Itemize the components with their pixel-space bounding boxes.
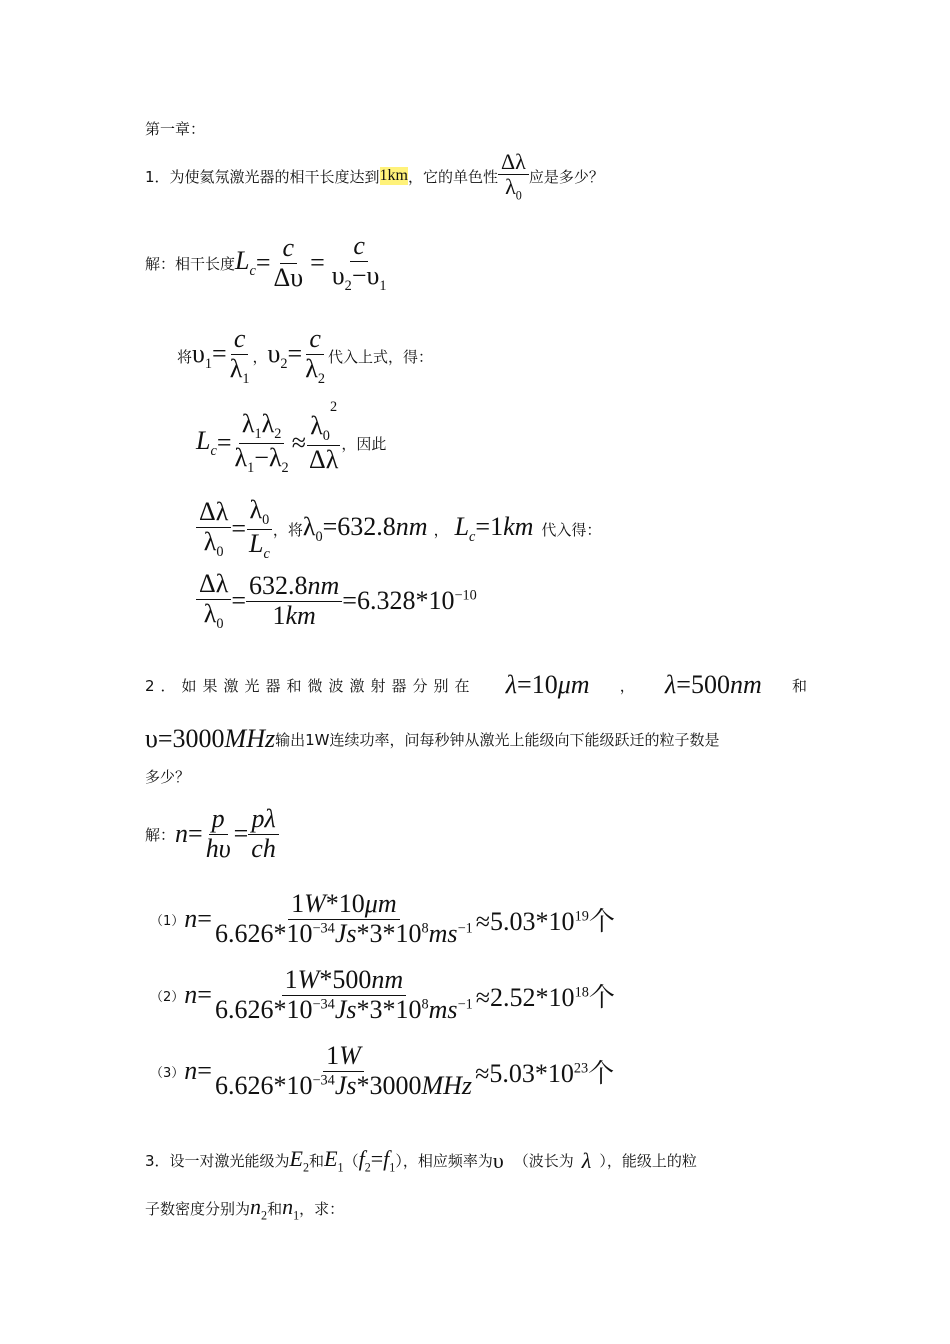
sol2-eq2: = xyxy=(233,819,249,849)
sol1-approx xyxy=(196,398,387,477)
i1d: μm xyxy=(364,889,397,918)
sep: ， xyxy=(433,520,449,539)
i1i: 8 xyxy=(421,919,429,936)
approx-eq: = xyxy=(216,428,232,458)
i1f: −34 xyxy=(312,919,335,936)
res-l0-sub: 0 xyxy=(216,615,224,632)
q2-nu-sym: υ xyxy=(145,724,158,753)
item3-frac xyxy=(212,1042,475,1100)
sol2-hnu: hυ xyxy=(205,833,231,863)
i2j: ms xyxy=(428,994,458,1024)
item3-result xyxy=(475,1053,614,1090)
l1b: λ xyxy=(234,442,248,472)
l1: λ xyxy=(241,409,255,438)
res-frac1-den xyxy=(201,600,227,633)
ratio-frac1-den xyxy=(201,528,227,561)
i3f: −34 xyxy=(312,1071,335,1088)
q3-E1-sym: E xyxy=(324,1146,338,1171)
i1l: ≈5.03*10 xyxy=(475,906,575,936)
l1b-sub: 1 xyxy=(247,460,255,477)
i3b: W xyxy=(339,1041,361,1070)
item3-eq: = xyxy=(197,1056,212,1086)
res-frac1-num: Δλ xyxy=(196,570,231,600)
v-nm: nm xyxy=(395,512,428,542)
approx-frac2 xyxy=(306,398,341,475)
i3l: ≈5.03*10 xyxy=(475,1058,574,1088)
q3-line2: 子数密度分别为 xyxy=(145,1200,251,1219)
sol2-frac1 xyxy=(203,805,234,863)
i2g: Js xyxy=(334,994,357,1024)
l0-sub: 0 xyxy=(322,428,330,445)
i3a: 1 xyxy=(326,1041,340,1070)
item3-label: （3） xyxy=(150,1065,185,1081)
Lc-value xyxy=(455,512,534,546)
ratio-eq: = xyxy=(231,514,246,544)
approx-frac1 xyxy=(232,410,292,477)
l0-sq: 2 xyxy=(329,398,338,415)
sub-prefix: 将 xyxy=(177,347,193,366)
sol2-item-3 xyxy=(150,1042,614,1100)
i2h: *3*10 xyxy=(356,994,422,1024)
q2-l1: λ xyxy=(505,670,518,699)
nu1-sub: 1 xyxy=(379,277,387,294)
res-exp: −10 xyxy=(454,587,477,604)
res-frac2-den xyxy=(269,602,318,631)
r2-l0: λ xyxy=(249,495,263,524)
nu2-sym: υ xyxy=(267,339,281,369)
ratio-frac1 xyxy=(196,498,231,561)
v-L-sub: c xyxy=(469,529,476,546)
sol2-n: n xyxy=(175,819,189,849)
q1-fraction xyxy=(498,150,529,203)
sol1-eq1: = xyxy=(255,248,271,278)
r2-L-sub: c xyxy=(263,546,270,563)
l0: λ xyxy=(310,411,323,441)
nu2-sym-sub: 2 xyxy=(280,356,288,373)
q1-frac-num: Δλ xyxy=(498,150,529,175)
q2-nm: nm xyxy=(729,670,762,699)
approx-frac2-num xyxy=(307,398,340,446)
q3-n2-sym: n xyxy=(250,1194,262,1219)
therefore: ，因此 xyxy=(341,434,387,453)
nu1-expr xyxy=(192,339,227,373)
approx-Lc xyxy=(196,426,217,460)
question-2-line1 xyxy=(145,670,807,700)
i1h: *3*10 xyxy=(356,918,422,948)
r2-l0-sub: 0 xyxy=(262,512,270,529)
res-frac2 xyxy=(246,572,342,630)
q2-prefix: 2．如果激光器和微波激射器分别在 xyxy=(145,676,476,695)
sol2-p: p xyxy=(209,805,228,835)
v-L: L xyxy=(454,512,470,542)
minus: − xyxy=(351,260,367,290)
item1-eq: = xyxy=(197,904,212,934)
item2-num xyxy=(282,966,406,996)
sol2-ch: ch xyxy=(251,833,276,863)
res-value xyxy=(342,586,477,616)
q2-mhz: MHz xyxy=(224,724,276,753)
item1-den xyxy=(212,920,476,949)
nu2-frac-num: c xyxy=(306,325,324,355)
res-frac1 xyxy=(196,570,231,633)
approx-frac1-den xyxy=(232,444,292,477)
item2-frac xyxy=(212,966,476,1024)
sub-comma: ， xyxy=(252,347,268,366)
item1-frac xyxy=(212,890,476,948)
q1-frac-den xyxy=(502,175,525,203)
q3-n2-sub: 2 xyxy=(261,1208,268,1223)
v-l0-sub: 0 xyxy=(315,529,323,546)
sol2-label: 解： xyxy=(145,825,176,844)
item2-den xyxy=(212,996,476,1025)
item1-n: n xyxy=(184,904,198,934)
q1-highlight: 1km xyxy=(379,167,408,185)
approx-sign: ≈ xyxy=(291,428,306,458)
q2-lambda2 xyxy=(665,670,762,700)
daide: 代入得： xyxy=(541,520,602,539)
sol1-frac2 xyxy=(329,232,390,295)
approx-frac1-num xyxy=(239,410,285,444)
i3j: MHz xyxy=(421,1070,473,1100)
question-3-line2 xyxy=(145,1194,344,1223)
item2-label: （2） xyxy=(150,989,185,1005)
lambda2-sub: 2 xyxy=(317,370,325,387)
sol1-ratio xyxy=(196,496,601,563)
item1-num xyxy=(288,890,400,920)
nu1: υ xyxy=(366,260,380,290)
i1j: ms xyxy=(428,918,458,948)
i3h: *3000 xyxy=(356,1070,422,1100)
res-nm: nm xyxy=(307,571,340,601)
i2d: nm xyxy=(371,965,404,994)
q2-and: 和 xyxy=(791,676,807,695)
chapter-title: 第一章： xyxy=(145,120,206,138)
q2-v2: =500 xyxy=(676,670,730,699)
q3-E2 xyxy=(290,1146,310,1175)
lambda2: λ xyxy=(305,353,318,383)
nu2-expr xyxy=(268,339,303,373)
item3-den xyxy=(212,1072,475,1101)
ratio-frac2-num xyxy=(247,496,273,530)
question-1 xyxy=(145,150,604,203)
sol2-item-2 xyxy=(150,966,615,1024)
q2-l2: λ xyxy=(665,670,677,699)
sol1-frac2-den xyxy=(329,262,390,295)
sol2-item-1 xyxy=(150,890,615,948)
i1e: 6.626*10 xyxy=(214,918,313,948)
nu1-sym-sub: 1 xyxy=(204,356,213,373)
sol1-frac1 xyxy=(271,234,307,292)
approx-L: L xyxy=(196,426,211,456)
q1-mid: ，它的单色性 xyxy=(408,167,499,186)
i2a: 1 xyxy=(284,965,298,994)
nu2-eq: = xyxy=(287,339,303,369)
q2-v3: =3000 xyxy=(157,724,225,753)
sol1-eq2: = xyxy=(310,248,325,278)
res-l0: λ xyxy=(203,598,217,628)
sol1-coherence xyxy=(145,232,390,295)
l2b: λ xyxy=(268,442,282,472)
q3-E1 xyxy=(324,1146,344,1175)
sol1-Lc-L: L xyxy=(235,246,250,276)
q2-v1: =10 xyxy=(517,670,558,699)
lambda0-value xyxy=(303,512,428,546)
q2-lambda1 xyxy=(506,670,590,700)
r2-L: L xyxy=(249,528,264,558)
q3-nu: υ xyxy=(492,1147,504,1173)
i3g: Js xyxy=(334,1070,357,1100)
q3-feq: = xyxy=(370,1146,384,1171)
i2i: 8 xyxy=(421,995,429,1012)
l2: λ xyxy=(261,409,275,438)
i1c: *10 xyxy=(325,889,365,918)
sol1-frac1-num: c xyxy=(280,234,298,264)
q1-prefix: 1．为使氦氖激光器的相干长度达到 xyxy=(145,167,380,186)
i1n: 个 xyxy=(588,906,615,937)
q2-nu xyxy=(145,724,275,754)
jiang: ，将 xyxy=(272,520,303,539)
i2n: 个 xyxy=(588,982,615,1013)
res-1: 1 xyxy=(272,600,286,630)
item2-eq: = xyxy=(197,980,212,1010)
res-632: 632.8 xyxy=(249,571,308,601)
q1-frac-den-lambda: λ xyxy=(505,174,516,200)
res-val: =6.328*10 xyxy=(342,586,455,616)
sol2-plambda: pλ xyxy=(248,805,278,835)
q3-lambda: λ xyxy=(581,1147,592,1173)
item1-label: （1） xyxy=(150,913,185,929)
q3-E2-sub: 2 xyxy=(303,1160,310,1175)
i2l: ≈2.52*10 xyxy=(475,982,575,1012)
nu1-eq: = xyxy=(212,339,227,369)
i1b: W xyxy=(304,889,326,918)
sol1-label: 解：相干长度 xyxy=(145,254,236,273)
sol1-frac2-num: c xyxy=(350,232,368,262)
i1g: Js xyxy=(334,918,357,948)
sol1-frac1-den: Δυ xyxy=(273,262,304,292)
q3-paren: （ xyxy=(343,1152,359,1171)
q3-t3: ），能级上的粒 xyxy=(599,1152,697,1171)
nu2-frac xyxy=(302,325,328,388)
ratio-frac1-num: Δλ xyxy=(196,498,231,528)
question-3-line1 xyxy=(145,1146,697,1175)
nu2-frac-den xyxy=(302,355,328,388)
sol1-result xyxy=(196,570,477,633)
q3-t1: ），相应频率为 xyxy=(395,1152,493,1171)
q3-suffix: ，求： xyxy=(299,1200,345,1219)
item3-n: n xyxy=(184,1056,198,1086)
l1-sub: 1 xyxy=(254,426,262,443)
minus-b: − xyxy=(254,442,269,472)
q3-f-eq xyxy=(359,1146,396,1175)
i2m: 18 xyxy=(574,983,589,1000)
lambda1: λ xyxy=(229,353,243,383)
q3-n2 xyxy=(250,1194,267,1223)
q3-f1: f xyxy=(383,1146,390,1171)
res-eq: = xyxy=(231,586,246,616)
item2-result xyxy=(476,977,615,1014)
q3-E2-sym: E xyxy=(289,1146,303,1171)
res-frac2-num xyxy=(246,572,342,602)
nu1-frac-num: c xyxy=(231,325,249,355)
ratio-frac2 xyxy=(246,496,273,563)
i1m: 19 xyxy=(574,907,589,924)
approx-L-sub: c xyxy=(210,443,217,460)
i2e: 6.626*10 xyxy=(214,994,313,1024)
q2-comma: ， xyxy=(619,676,635,695)
nu2: υ xyxy=(331,260,345,290)
r-l0-sub: 0 xyxy=(216,543,224,560)
item1-result xyxy=(476,901,615,938)
q3-and2: 和 xyxy=(267,1200,283,1219)
res-km: km xyxy=(285,600,316,630)
r-l0: λ xyxy=(203,526,217,556)
q3-f2: f xyxy=(358,1146,365,1171)
sol1-Lc-sub: c xyxy=(249,263,256,280)
i1k: −1 xyxy=(457,919,473,936)
v-l0: λ xyxy=(302,512,316,542)
i3n: 个 xyxy=(588,1058,615,1089)
i3m: 23 xyxy=(573,1059,589,1076)
v-km: km xyxy=(503,512,534,542)
q3-and: 和 xyxy=(309,1152,325,1171)
q3-f1-sub: 1 xyxy=(389,1160,396,1175)
i1a: 1 xyxy=(291,889,305,918)
i2k: −1 xyxy=(457,995,473,1012)
v-L-val: =1 xyxy=(475,512,504,542)
sol1-substitution xyxy=(177,325,433,388)
q3-n1-sym: n xyxy=(282,1194,294,1219)
q3-f2-sub: 2 xyxy=(364,1160,371,1175)
item3-num xyxy=(323,1042,364,1072)
question-2-line2 xyxy=(145,724,720,754)
q3-prefix: 3．设一对激光能级为 xyxy=(145,1152,290,1171)
nu1-sym: υ xyxy=(192,339,205,369)
v-l0-val: =632.8 xyxy=(322,512,396,542)
i2c: *500 xyxy=(319,965,372,994)
q3-n1-sub: 1 xyxy=(293,1208,300,1223)
q2-mu: μm xyxy=(557,670,590,699)
i3e: 6.626*10 xyxy=(214,1070,313,1100)
sol2-formula xyxy=(145,805,279,863)
i2f: −34 xyxy=(312,995,335,1012)
sol1-Lc xyxy=(235,246,256,280)
q3-E1-sub: 1 xyxy=(337,1160,344,1175)
nu2-sub: 2 xyxy=(344,277,352,294)
nu1-frac xyxy=(227,325,253,388)
l2b-sub: 2 xyxy=(281,460,289,477)
sol2-frac2 xyxy=(248,805,279,863)
sol2-eq1: = xyxy=(188,819,203,849)
q3-t2: （波长为 xyxy=(513,1152,574,1171)
nu1-frac-den xyxy=(227,355,253,388)
question-2-line3: 多少？ xyxy=(145,768,191,786)
l2-sub: 2 xyxy=(274,426,282,443)
q1-suffix: 应是多少？ xyxy=(528,167,604,186)
ratio-frac2-den xyxy=(246,530,273,563)
i2b: W xyxy=(297,965,320,994)
sub-suffix: 代入上式，得： xyxy=(327,347,433,366)
item2-n: n xyxy=(184,980,198,1010)
q2-line2: 输出1W连续功率，问每秒钟从激光上能级向下能级跃迁的粒子数是 xyxy=(275,730,720,749)
q1-frac-den-sub: 0 xyxy=(515,188,522,203)
approx-frac2-den: Δλ xyxy=(308,445,339,475)
q3-n1 xyxy=(282,1194,299,1223)
lambda1-sub: 1 xyxy=(242,370,250,387)
